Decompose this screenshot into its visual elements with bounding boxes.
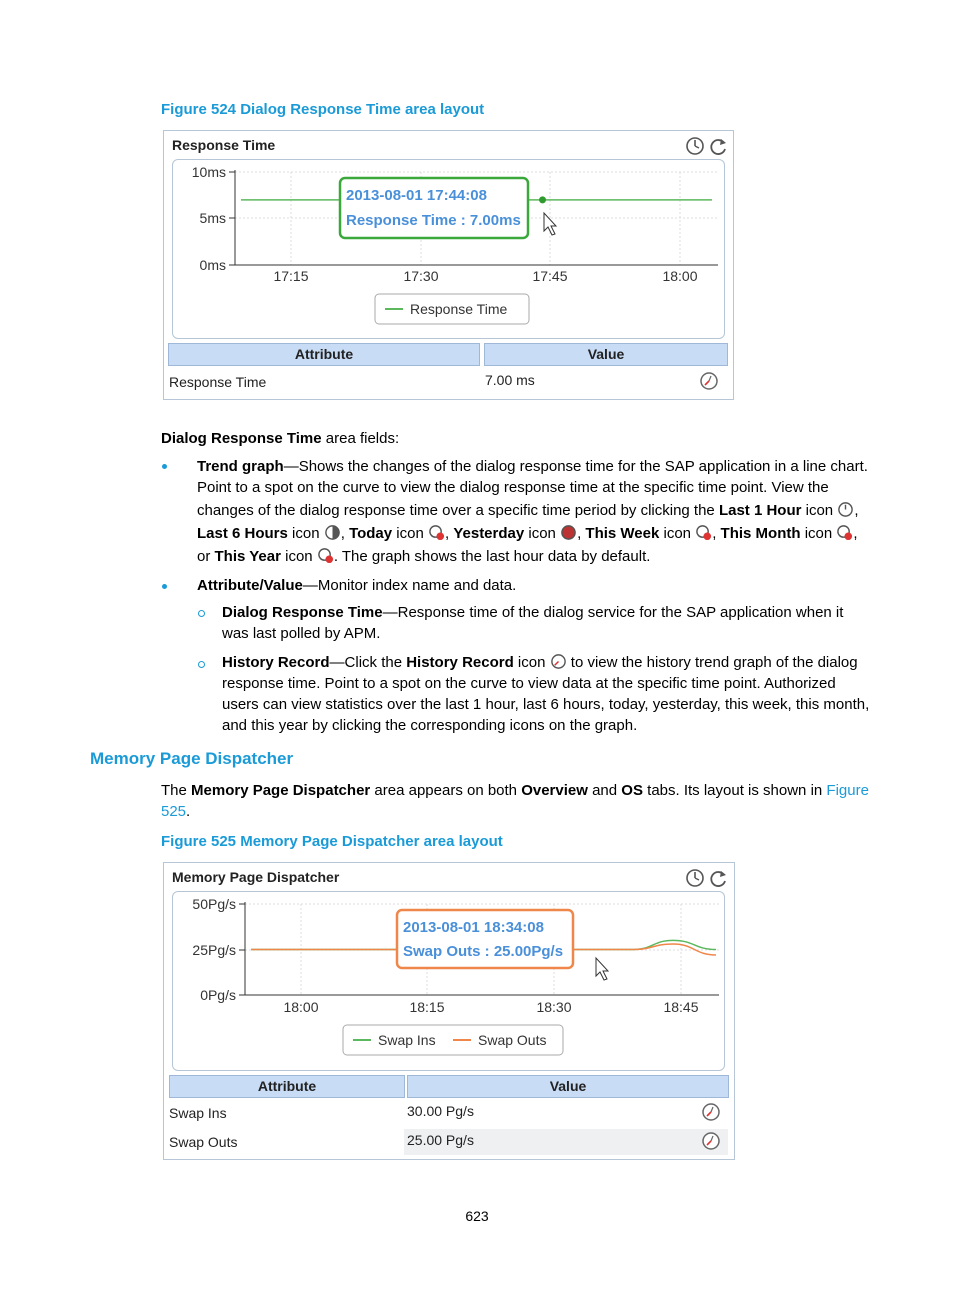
x-tick-label: 18:00 xyxy=(662,268,698,284)
bullet-icon xyxy=(162,464,167,469)
legend[interactable] xyxy=(375,294,529,324)
x-tick-label: 18:15 xyxy=(409,999,445,1015)
x-tick-label: 18:45 xyxy=(663,999,699,1015)
tooltip-value: Response Time : 7.00ms xyxy=(346,212,521,229)
this-year-icon[interactable] xyxy=(317,547,334,564)
table-header-value: Value xyxy=(407,1075,729,1098)
figure-524-caption: Figure 524 Dialog Response Time area layout xyxy=(161,101,485,118)
x-tick-label: 18:30 xyxy=(536,999,572,1015)
this-month-icon[interactable] xyxy=(836,524,853,541)
sub-bullet-dialog-response-time: Dialog Response Time—Response time of the dialog service for the SAP application when it was last polled by APM. xyxy=(222,604,844,642)
widget-toolbar xyxy=(684,135,730,157)
widget-title: Response Time xyxy=(172,137,276,153)
mouse-cursor-icon xyxy=(596,958,608,980)
page-number: 623 xyxy=(465,1208,489,1224)
figure-link-number[interactable]: 525 xyxy=(161,803,187,820)
x-tick-label: 17:30 xyxy=(403,268,439,284)
chart-panel xyxy=(172,159,725,339)
x-tick-label: 18:00 xyxy=(283,999,319,1015)
response-time-widget xyxy=(163,130,734,400)
chart-panel xyxy=(172,891,725,1071)
yesterday-icon[interactable] xyxy=(560,524,577,541)
legend-swap-outs: Swap Outs xyxy=(478,1032,547,1048)
figure-525-caption: Figure 525 Memory Page Dispatcher area layout xyxy=(161,833,503,850)
figure-link[interactable]: Figure xyxy=(826,782,869,799)
y-tick-label: 0ms xyxy=(199,257,226,273)
widget-toolbar xyxy=(684,867,730,889)
table-cell-value: 25.00 Pg/s xyxy=(407,1132,474,1148)
last-6-hours-icon[interactable] xyxy=(324,524,341,541)
widget-title: Memory Page Dispatcher xyxy=(172,869,340,885)
section-heading: Memory Page Dispatcher xyxy=(90,749,294,768)
table-header-attribute: Attribute xyxy=(168,343,480,366)
last-1-hour-icon[interactable] xyxy=(837,501,854,518)
y-tick-label: 0Pg/s xyxy=(200,987,236,1003)
x-tick-label: 17:45 xyxy=(532,268,568,284)
memory-page-dispatcher-widget xyxy=(163,862,735,1160)
table-cell-attribute: Response Time xyxy=(169,374,267,390)
tooltip xyxy=(340,178,528,238)
history-record-icon[interactable] xyxy=(699,371,719,391)
intro-paragraph: Dialog Response Time area fields: xyxy=(161,430,400,447)
bullet-attribute-value: Attribute/Value—Monitor index name and data. xyxy=(197,577,517,594)
y-tick-label: 10ms xyxy=(191,164,226,180)
tooltip xyxy=(397,910,573,968)
sub-bullet-icon xyxy=(198,610,205,617)
table-cell-value: 7.00 ms xyxy=(485,372,535,388)
highlight-point[interactable] xyxy=(539,196,546,203)
x-tick-label: 17:15 xyxy=(273,268,309,284)
table-header-value: Value xyxy=(484,343,728,366)
bullet-trend-graph: Trend graph—Shows the changes of the dialog response time for the SAP application in a line chart. Point to a spot on the curve to view the dialog response time at the specific time point. View the changes of the dialog response time over a specific time period by clicking the Last 1 Hour icon , Last 6 Hours icon , Today icon , Yesterday icon , This Week icon , This Month icon , or This Year icon . The graph shows the last hour data by default. xyxy=(197,458,868,565)
tooltip-time: 2013-08-01 18:34:08 xyxy=(403,919,544,936)
history-clock-icon[interactable] xyxy=(687,870,703,886)
history-record-icon[interactable] xyxy=(550,653,567,670)
legend-swap-ins: Swap Ins xyxy=(378,1032,436,1048)
y-tick-label: 25Pg/s xyxy=(192,942,236,958)
sub-bullet-history-record: History Record—Click the History Record icon to view the history trend graph of the dialog response time. Point to a spot on the curve to view data at the specific time point. Authorized users can view statistics over the last 1 hour, last 6 hours, today, yesterday, this week, this month, and this year by clicking the corresponding icons on the graph. xyxy=(222,654,870,734)
this-week-icon[interactable] xyxy=(695,524,712,541)
table-cell-attribute: Swap Outs xyxy=(169,1134,238,1150)
today-icon[interactable] xyxy=(428,524,445,541)
bullet-icon xyxy=(162,584,167,589)
refresh-icon[interactable] xyxy=(711,139,726,154)
history-record-icon[interactable] xyxy=(701,1102,721,1122)
table-cell-attribute: Swap Ins xyxy=(169,1105,227,1121)
tooltip-value: Swap Outs : 25.00Pg/s xyxy=(403,943,564,960)
memory-intro-paragraph: The Memory Page Dispatcher area appears on both Overview and OS tabs. Its layout is shown in Figure 525. xyxy=(161,782,869,820)
history-clock-icon[interactable] xyxy=(687,138,703,154)
legend-response-time: Response Time xyxy=(410,301,508,317)
refresh-icon[interactable] xyxy=(711,871,726,886)
table-header-attribute: Attribute xyxy=(169,1075,405,1098)
response-time-chart xyxy=(173,160,724,338)
sub-bullet-icon xyxy=(198,661,205,668)
table-cell-value: 30.00 Pg/s xyxy=(407,1103,474,1119)
y-tick-label: 50Pg/s xyxy=(192,896,236,912)
tooltip-time: 2013-08-01 17:44:08 xyxy=(346,187,487,204)
history-record-icon[interactable] xyxy=(701,1131,721,1151)
memory-page-chart xyxy=(173,892,724,1070)
legend[interactable] xyxy=(343,1025,563,1055)
y-tick-label: 5ms xyxy=(199,210,226,226)
